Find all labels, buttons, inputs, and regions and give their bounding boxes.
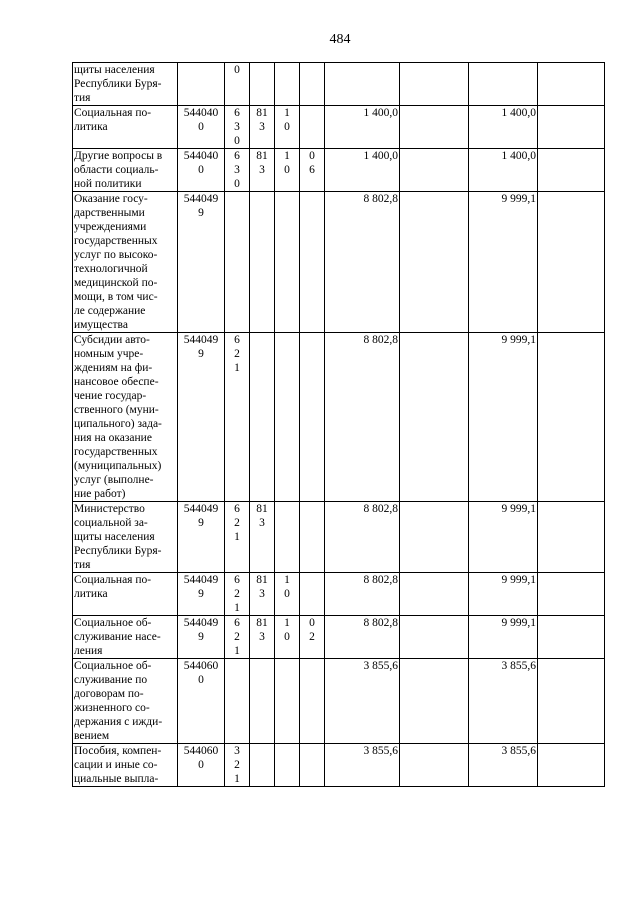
cell-code: 544049 9: [178, 502, 225, 573]
cell-sum1: 8 802,8: [325, 333, 400, 502]
cell-name: Министерство социальной за- щиты населения Республики Буря- тия: [73, 502, 178, 573]
cell-c1: 6 2 1: [225, 616, 250, 659]
cell-empty: [400, 573, 469, 616]
cell-c3: [275, 744, 300, 787]
cell-c2: [250, 744, 275, 787]
cell-empty: [400, 63, 469, 106]
cell-sum1: 8 802,8: [325, 616, 400, 659]
cell-c3: [275, 333, 300, 502]
cell-c2: 81 3: [250, 616, 275, 659]
cell-sum2: [469, 63, 538, 106]
cell-sum2: 1 400,0: [469, 149, 538, 192]
cell-c2: [250, 659, 275, 744]
cell-code: 544040 0: [178, 149, 225, 192]
cell-c4: [300, 192, 325, 333]
table-row: [73, 659, 605, 744]
cell-c2: 81 3: [250, 149, 275, 192]
table-row: [73, 616, 605, 659]
cell-sum1: [325, 63, 400, 106]
cell-empty: [538, 573, 605, 616]
cell-c1: 0: [225, 63, 250, 106]
cell-empty: [538, 744, 605, 787]
cell-code: 544040 0: [178, 106, 225, 149]
cell-c3: [275, 659, 300, 744]
cell-empty: [400, 333, 469, 502]
cell-c3: 1 0: [275, 106, 300, 149]
table-row: [73, 744, 605, 787]
cell-sum2: 3 855,6: [469, 744, 538, 787]
cell-c4: [300, 659, 325, 744]
cell-c3: [275, 192, 300, 333]
cell-c4: [300, 106, 325, 149]
cell-code: 544060 0: [178, 659, 225, 744]
cell-empty: [538, 149, 605, 192]
cell-sum2: 1 400,0: [469, 106, 538, 149]
cell-sum1: 8 802,8: [325, 502, 400, 573]
cell-sum2: 9 999,1: [469, 573, 538, 616]
cell-sum2: 9 999,1: [469, 192, 538, 333]
cell-c3: 1 0: [275, 573, 300, 616]
table-row: [73, 192, 605, 333]
cell-code: [178, 63, 225, 106]
cell-empty: [538, 192, 605, 333]
table-row: [73, 63, 605, 106]
cell-name: Оказание госу- дарственными учреждениями государственных услуг по высоко- технологичной медицинской по- мощи, в том чис- ле содержание имущества: [73, 192, 178, 333]
cell-name: Субсидии авто- номным учре- ждениям на фи- нансовое обеспе- чение государ- ственного (муни- ципального) зада- ния на оказание государственных (муниципальных) услуг (выполне- ние работ): [73, 333, 178, 502]
cell-name: щиты населения Республики Буря- тия: [73, 63, 178, 106]
cell-c4: [300, 502, 325, 573]
cell-sum2: 9 999,1: [469, 502, 538, 573]
cell-c2: 81 3: [250, 573, 275, 616]
cell-name: Социальная по- литика: [73, 573, 178, 616]
cell-sum2: 3 855,6: [469, 659, 538, 744]
cell-c1: 6 3 0: [225, 149, 250, 192]
cell-c2: [250, 192, 275, 333]
cell-empty: [538, 659, 605, 744]
cell-sum1: 8 802,8: [325, 192, 400, 333]
table-row: [73, 333, 605, 502]
cell-empty: [400, 744, 469, 787]
cell-sum1: 1 400,0: [325, 106, 400, 149]
cell-empty: [400, 616, 469, 659]
cell-c1: 3 2 1: [225, 744, 250, 787]
cell-name: Социальное об- служивание по договорам по- жизненного со- держания с ижди- вением: [73, 659, 178, 744]
cell-c1: 6 2 1: [225, 502, 250, 573]
cell-c2: 81 3: [250, 502, 275, 573]
table-row: [73, 573, 605, 616]
cell-name: Социальное об- служивание насе- ления: [73, 616, 178, 659]
cell-empty: [538, 63, 605, 106]
cell-code: 544060 0: [178, 744, 225, 787]
cell-c4: [300, 573, 325, 616]
table-row: [73, 106, 605, 149]
cell-empty: [400, 192, 469, 333]
cell-empty: [400, 106, 469, 149]
cell-c1: 6 2 1: [225, 333, 250, 502]
cell-c4: 0 6: [300, 149, 325, 192]
cell-code: 544049 9: [178, 616, 225, 659]
budget-table: [72, 62, 605, 787]
cell-c1: [225, 659, 250, 744]
cell-c1: 6 3 0: [225, 106, 250, 149]
cell-empty: [400, 659, 469, 744]
cell-code: 544049 9: [178, 573, 225, 616]
cell-c4: 0 2: [300, 616, 325, 659]
cell-c1: 6 2 1: [225, 573, 250, 616]
cell-c2: [250, 333, 275, 502]
cell-sum1: 1 400,0: [325, 149, 400, 192]
table-row: [73, 502, 605, 573]
cell-c1: [225, 192, 250, 333]
cell-sum1: 8 802,8: [325, 573, 400, 616]
cell-sum1: 3 855,6: [325, 659, 400, 744]
cell-c3: [275, 63, 300, 106]
cell-c4: [300, 744, 325, 787]
cell-sum2: 9 999,1: [469, 616, 538, 659]
cell-empty: [538, 616, 605, 659]
cell-empty: [538, 106, 605, 149]
cell-c3: [275, 502, 300, 573]
table-row: [73, 149, 605, 192]
cell-c3: 1 0: [275, 616, 300, 659]
cell-code: 544049 9: [178, 192, 225, 333]
cell-c3: 1 0: [275, 149, 300, 192]
cell-sum2: 9 999,1: [469, 333, 538, 502]
cell-empty: [400, 149, 469, 192]
cell-c2: 81 3: [250, 106, 275, 149]
cell-c4: [300, 333, 325, 502]
page-number: 484: [329, 32, 351, 47]
cell-empty: [538, 502, 605, 573]
cell-c2: [250, 63, 275, 106]
cell-name: Другие вопросы в области социаль- ной политики: [73, 149, 178, 192]
cell-code: 544049 9: [178, 333, 225, 502]
cell-empty: [400, 502, 469, 573]
cell-sum1: 3 855,6: [325, 744, 400, 787]
cell-empty: [538, 333, 605, 502]
cell-name: Социальная по- литика: [73, 106, 178, 149]
cell-c4: [300, 63, 325, 106]
cell-name: Пособия, компен- сации и иные со- циальные выпла-: [73, 744, 178, 787]
